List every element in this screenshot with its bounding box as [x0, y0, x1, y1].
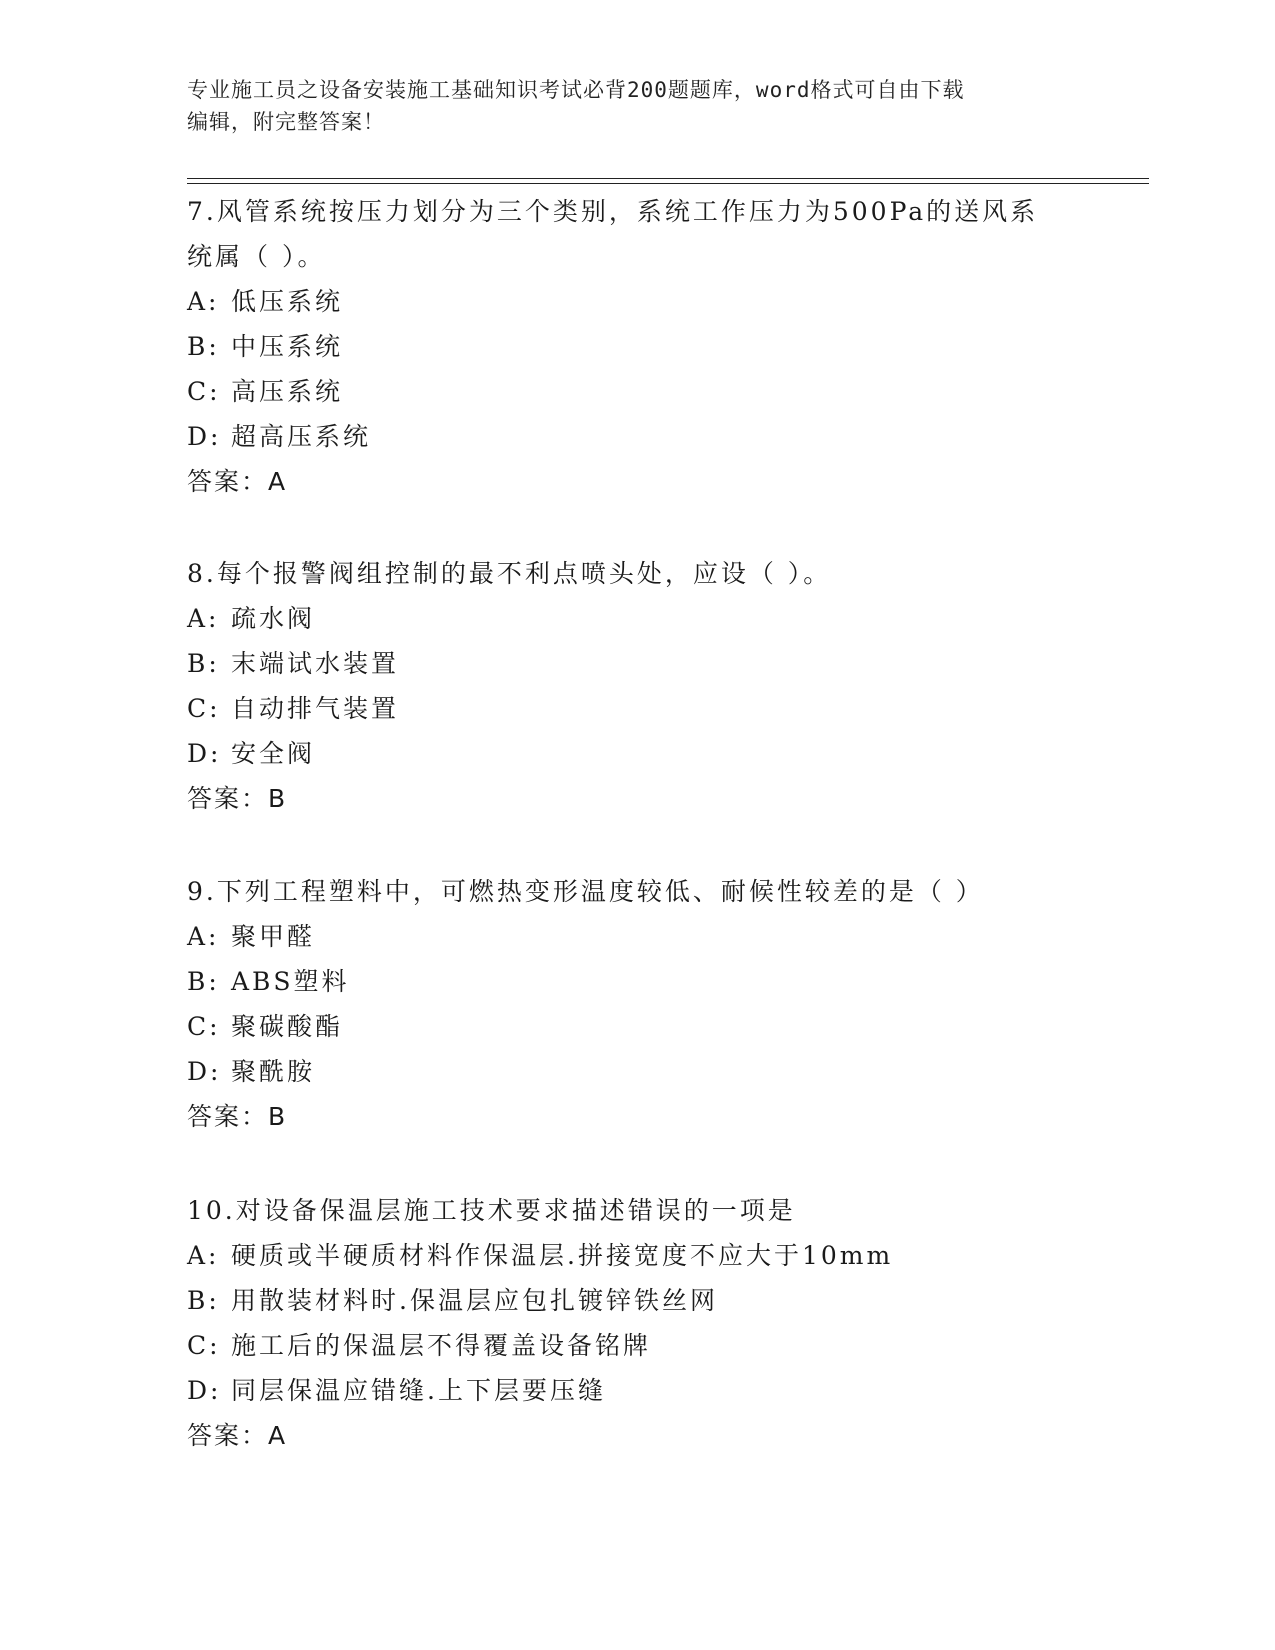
answer-line: 答案：A [187, 467, 288, 496]
option-b [187, 1278, 1067, 1323]
option-label: A: [187, 1241, 220, 1270]
option-text: 同层保温应错缝.上下层要压缝 [231, 1376, 606, 1405]
option-label: A: [187, 287, 220, 316]
option-a [187, 1233, 1067, 1278]
option-text: 中压系统 [231, 332, 344, 361]
question-text: 10.对设备保温层施工技术要求描述错误的一项是 [187, 1196, 796, 1225]
option-text: 超高压系统 [231, 422, 372, 451]
option-c [187, 1323, 1067, 1368]
option-text: 安全阀 [231, 739, 316, 768]
option-text: 聚酰胺 [231, 1057, 316, 1086]
header-line-2: 编辑，附完整答案！ [187, 110, 385, 134]
option-text: 低压系统 [231, 287, 344, 316]
option-text: 疏水阀 [231, 604, 316, 633]
option-a [187, 914, 1067, 959]
option-label: C: [187, 1331, 221, 1360]
question-text: 8.每个报警阀组控制的最不利点喷头处，应设（ ）。 [187, 559, 832, 588]
option-d [187, 1049, 1067, 1094]
header-line-1: 专业施工员之设备安装施工基础知识考试必背200题题库，word格式可自由下载 [187, 78, 965, 102]
option-b [187, 959, 1067, 1004]
header-divider-top [187, 178, 1149, 179]
option-label: A: [187, 604, 220, 633]
option-d [187, 731, 1067, 776]
question-text-continued: 统属（ ）。 [187, 242, 326, 271]
option-text: 高压系统 [231, 377, 344, 406]
answer-line: 答案：B [187, 1102, 288, 1131]
answer-line: 答案：A [187, 1421, 288, 1450]
option-label: A: [187, 922, 220, 951]
option-text: 施工后的保温层不得覆盖设备铭牌 [231, 1331, 652, 1360]
option-b [187, 641, 1067, 686]
option-d [187, 1368, 1067, 1413]
option-text: 聚甲醛 [231, 922, 316, 951]
option-label: C: [187, 694, 221, 723]
option-label: C: [187, 377, 221, 406]
option-text: 硬质或半硬质材料作保温层.拼接宽度不应大于10mm [231, 1241, 894, 1270]
question-text: 9.下列工程塑料中，可燃热变形温度较低、耐候性较差的是（ ） [187, 877, 984, 906]
answer-line: 答案：B [187, 784, 288, 813]
option-label: B: [187, 967, 220, 996]
option-text: 用散装材料时.保温层应包扎镀锌铁丝网 [231, 1286, 718, 1315]
option-label: B: [187, 649, 220, 678]
option-label: D: [187, 422, 222, 451]
header-divider-bottom [187, 183, 1149, 184]
question-text: 7.风管系统按压力划分为三个类别，系统工作压力为500Pa的送风系 [187, 197, 1039, 226]
option-label: C: [187, 1012, 221, 1041]
option-a [187, 279, 1067, 324]
option-text: 末端试水装置 [231, 649, 400, 678]
option-text: 自动排气装置 [231, 694, 400, 723]
option-c [187, 1004, 1067, 1049]
option-c [187, 686, 1067, 731]
option-b [187, 324, 1067, 369]
question-8 [187, 551, 1067, 821]
option-label: D: [187, 739, 222, 768]
option-d [187, 414, 1067, 459]
option-label: D: [187, 1376, 222, 1405]
option-a [187, 596, 1067, 641]
option-text: 聚碳酸酯 [231, 1012, 344, 1041]
question-9 [187, 869, 1067, 1139]
option-text: ABS塑料 [231, 967, 350, 996]
option-label: B: [187, 1286, 220, 1315]
option-c [187, 369, 1067, 414]
question-10 [187, 1188, 1067, 1458]
option-label: D: [187, 1057, 222, 1086]
question-7 [187, 189, 1067, 504]
document-header [187, 74, 1067, 138]
option-label: B: [187, 332, 220, 361]
